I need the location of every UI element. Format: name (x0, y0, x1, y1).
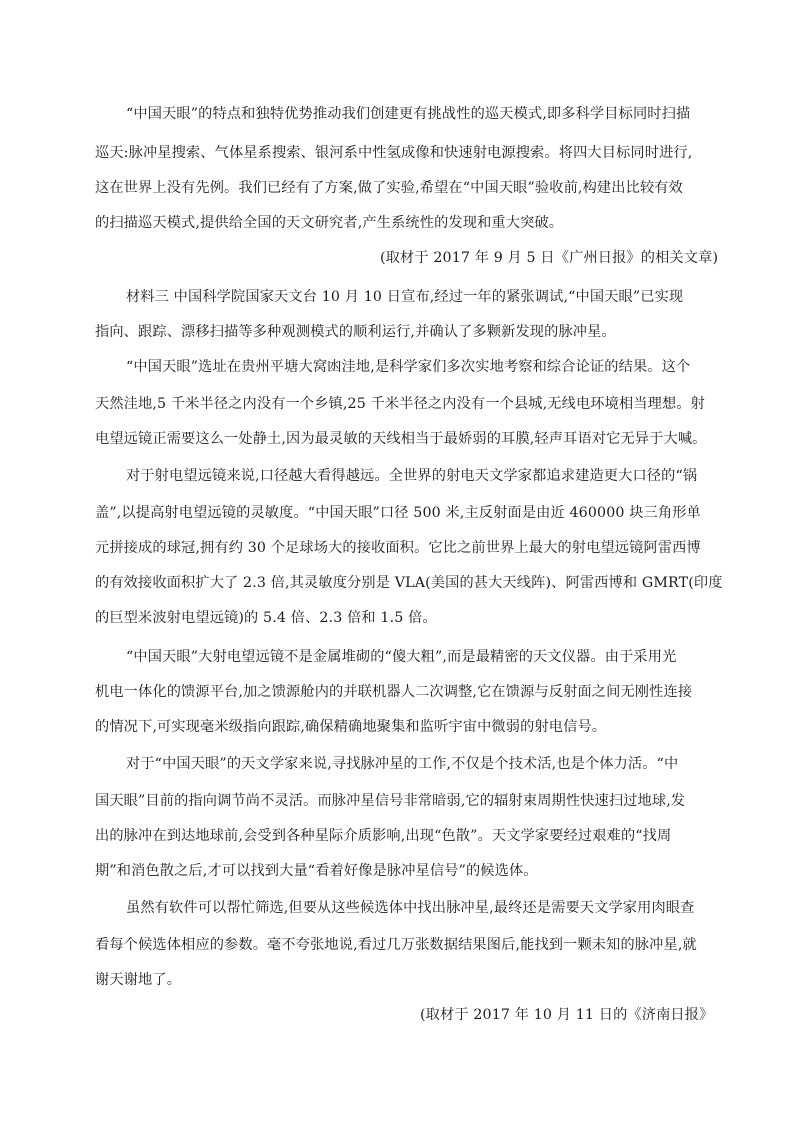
aperture-paragraph-line-1: 对于射电望远镜来说,口径越大看得越远。全世界的射电天文学家都追求建造更大口径的“锅 (126, 468, 698, 484)
paragraph-1-line-3: 这在世界上没有先例。我们已经有了方案,做了实验,希望在“中国天眼”验收前,构建出比较有效 (95, 180, 683, 196)
precision-paragraph-line-2: 机电一体化的馈源平台,加之馈源舱内的并联机器人二次调整,它在馈源与反射面之间无刚性连接 (95, 684, 693, 700)
site-paragraph-line-1: “中国天眼”选址在贵州平塘大窝凼洼地,是科学家们多次实地考察和综合论证的结果。这个 (126, 359, 691, 375)
screening-paragraph-line-1: 虽然有软件可以帮忙筛选,但要从这些候选体中找出脉冲星,最终还是需要天文学家用肉眼查 (126, 900, 695, 916)
screening-paragraph-line-3: 谢天谢地了。 (95, 972, 182, 988)
pulsar-paragraph-line-2: 国天眼”目前的指向调节尚不灵活。而脉冲星信号非常暗弱,它的辐射束周期性快速扫过地球,发 (95, 793, 686, 809)
precision-paragraph-line-1: “中国天眼”大射电望远镜不是金属堆砌的“傻大粗”,而是最精密的天文仪器。由于采用光 (126, 649, 677, 665)
source-citation-2: (取材于 2017 年 10 月 11 日的《济南日报》 (420, 1007, 714, 1023)
aperture-paragraph-line-4: 的有效接收面积扩大了 2.3 倍,其灵敏度分别是 VLA(美国的甚大天线阵)、阿雷西博和 GMRT(印度 (95, 575, 723, 591)
source-citation-1: (取材于 2017 年 9 月 5 日《广州日报》的相关文章) (380, 250, 719, 266)
paragraph-1-line-4: 的扫描巡天模式,提供给全国的天文研究者,产生系统性的发现和重大突破。 (95, 215, 564, 231)
aperture-paragraph-line-5: 的巨型米波射电望远镜)的 5.4 倍、2.3 倍和 1.5 倍。 (95, 610, 437, 626)
site-paragraph-line-3: 电望远镜正需要这么一处静土,因为最灵敏的天线相当于最娇弱的耳膜,轻声耳语对它无异于大喊。 (95, 431, 707, 447)
paragraph-1-line-2: 巡天:脉冲星搜索、气体星系搜索、银河系中性氢成像和快速射电源搜索。将四大目标同时进行, (95, 145, 693, 161)
paragraph-1-line-1: “中国天眼”的特点和独特优势推动我们创建更有挑战性的巡天模式,即多科学目标同时扫描 (126, 106, 691, 122)
precision-paragraph-line-3: 的情况下,可实现毫米级指向跟踪,确保精确地聚集和监听宇宙中微弱的射电信号。 (95, 719, 607, 735)
material-3-line-1: 材料三 中国科学院国家天文台 10 月 10 日宣布,经过一年的紧张调试,“中国天眼”已实现 (126, 289, 684, 305)
pulsar-paragraph-line-1: 对于“中国天眼”的天文学家来说,寻找脉冲星的工作,不仅是个技术活,也是个体力活。“中 (126, 756, 679, 772)
aperture-paragraph-line-2: 盖”,以提高射电望远镜的灵敏度。“中国天眼”口径 500 米,主反射面是由近 460000 块三角形单 (95, 505, 701, 521)
material-3-line-2: 指向、跟踪、漂移扫描等多种观测模式的顺利运行,并确认了多颗新发现的脉冲星。 (95, 324, 616, 340)
pulsar-paragraph-line-4: 期”和消色散之后,才可以找到大量“看着好像是脉冲星信号”的候选体。 (95, 863, 538, 879)
site-paragraph-line-2: 天然洼地,5 千米半径之内没有一个乡镇,25 千米半径之内没有一个县城,无线电环境相当理想。射 (95, 396, 705, 412)
pulsar-paragraph-line-3: 出的脉冲在到达地球前,会受到各种星际介质影响,出现“色散”。天文学家要经过艰难的“找周 (95, 828, 672, 844)
aperture-paragraph-line-3: 元拼接成的球冠,拥有约 30 个足球场大的接收面积。它比之前世界上最大的射电望远镜阿雷西博 (95, 540, 701, 556)
screening-paragraph-line-2: 看每个候选体相应的参数。毫不夸张地说,看过几万张数据结果图后,能找到一颗未知的脉冲星,就 (95, 937, 697, 953)
